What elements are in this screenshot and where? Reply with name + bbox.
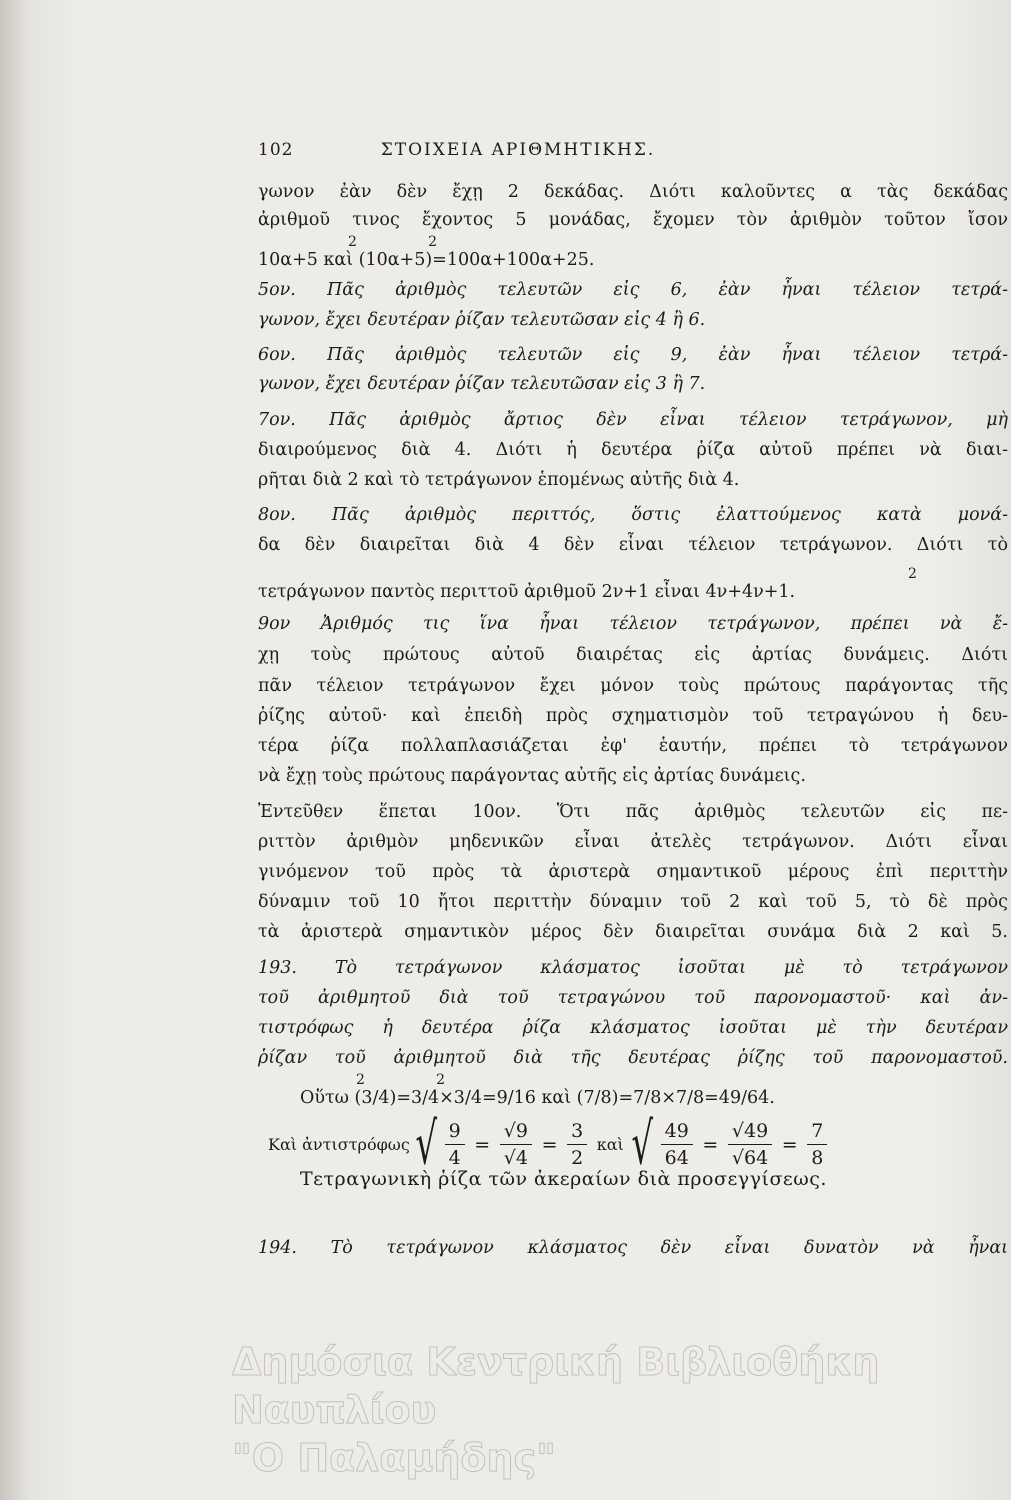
fraction: [445, 1118, 465, 1171]
exponent-mark: 2: [908, 566, 917, 582]
fraction: [500, 1118, 532, 1171]
text-line: 6ον. Πᾶς ἀριθμὸς τελευτῶν εἰς 9, ἐὰν ἦναι τέλειον τετρά-: [258, 345, 1008, 365]
text-line: 8ον. Πᾶς ἀριθμὸς περιττός, ὅστις ἐλαττούμενος κατὰ μονά-: [258, 505, 1008, 525]
fraction-numerator: √49: [728, 1118, 772, 1145]
fraction-numerator: 9: [445, 1118, 465, 1145]
page-number: 102: [258, 140, 294, 160]
library-watermark: [232, 1338, 1002, 1482]
text-line: τιστρόφως ἡ δευτέρα ῥίζα κλάσματος ἰσοῦται μὲ τὴν δευτέραν: [258, 1018, 1008, 1038]
text-line: 7ον. Πᾶς ἀριθμὸς ἄρτιος δὲν εἶναι τέλειον τετράγωνον, μὴ: [258, 410, 1008, 430]
text-line: δύναμιν τοῦ 10 ἤτοι περιττὴν δύναμιν τοῦ 2 καὶ τοῦ 5, τὸ δὲ πρὸς: [258, 892, 1008, 912]
running-title: ΣΤΟΙΧΕΙΑ ΑΡΙΘΜΗΤΙΚΗΣ.: [380, 140, 656, 160]
equals-sign: =: [541, 1133, 558, 1156]
text-line: 9ον Ἀριθμός τις ἵνα ἦναι τέλειον τετράγωνον, πρέπει νὰ ἔ-: [258, 614, 1008, 634]
fraction: [728, 1118, 772, 1171]
fraction-denominator: √4: [503, 1147, 528, 1169]
text-line: τέρα ῥίζα πολλαπλασιάζεται ἐφ' ἑαυτήν, πρέπει τὸ τετράγωνον: [258, 736, 1008, 756]
text-line: πᾶν τέλειον τετράγωνον ἔχει μόνον τοὺς πρώτους παράγοντας τῆς: [258, 676, 1008, 696]
text-line: γωνον ἐὰν δὲν ἔχῃ 2 δεκάδας. Διότι καλοῦντες α τὰς δεκάδας: [258, 182, 1008, 202]
text-line: ἀριθμοῦ τινος ἔχοντος 5 μονάδας, ἔχομεν τὸν ἀριθμὸν τοῦτον ἴσον: [258, 210, 1008, 230]
equation-line: 10α+5 καὶ (10α+5)=100α+100α+25.: [258, 250, 595, 270]
exponent-marks: 2 2: [356, 1072, 446, 1088]
text-line: γινόμενον τοῦ πρὸς τὰ ἀριστερὰ σημαντικοῦ μέρους ἐπὶ περιττὴν: [258, 862, 1008, 882]
radical-sign: √: [415, 1110, 438, 1179]
text-line: 5ον. Πᾶς ἀριθμὸς τελευτῶν εἰς 6, ἐὰν ἦναι τέλειον τετρά-: [258, 280, 1008, 300]
text-line: νὰ ἔχῃ τοὺς πρώτους παράγοντας αὐτῆς εἰς ἀρτίας δυνάμεις.: [258, 766, 806, 786]
formula-label: Καὶ ἀντιστρόφως: [268, 1135, 410, 1154]
text-line: 194. Τὸ τετράγωνον κλάσματος δὲν εἶναι δυνατὸν νὰ ἦναι: [258, 1238, 1008, 1258]
fraction-denominator: 4: [448, 1147, 461, 1169]
text-line: τὰ ἀριστερὰ σημαντικὸν μέρος δὲν διαιρεῖται συνάμα διὰ 2 καὶ 5.: [258, 922, 1008, 942]
fraction-numerator: √9: [500, 1118, 532, 1145]
fraction: [807, 1118, 827, 1171]
text-line: ῥίζαν τοῦ ἀριθμητοῦ διὰ τῆς δευτέρας ῥίζης τοῦ παρονομαστοῦ.: [258, 1048, 1008, 1068]
page-header: [258, 140, 778, 170]
section-heading: Τετραγωνικὴ ῥίζα τῶν ἀκεραίων διὰ προσεγγίσεως.: [300, 1168, 827, 1190]
fraction-denominator: 8: [811, 1147, 824, 1169]
text-line: γωνον, ἔχει δευτέραν ῥίζαν τελευτῶσαν εἰς 4 ἢ 6.: [258, 310, 706, 330]
equals-sign: =: [781, 1133, 798, 1156]
fraction-numerator: 7: [807, 1118, 827, 1145]
radical-sign: √: [631, 1110, 654, 1179]
fraction-numerator: 3: [567, 1118, 587, 1145]
text-line: τοῦ ἀριθμητοῦ διὰ τοῦ τετραγώνου τοῦ παρονομαστοῦ· καὶ ἀν-: [258, 988, 1008, 1008]
text-line: τετράγωνον παντὸς περιττοῦ ἀριθμοῦ 2ν+1 εἶναι 4ν+4ν+1.: [258, 582, 796, 602]
fraction-denominator: √64: [731, 1147, 769, 1169]
text-line: ριττὸν ἀριθμὸν μηδενικῶν εἶναι ἀτελὲς τετράγωνον. Διότι εἶναι: [258, 832, 1008, 852]
text-line: ῥίζης αὐτοῦ· καὶ ἐπειδὴ πρὸς σχηματισμὸν τοῦ τετραγώνου ἡ δευ-: [258, 706, 1008, 726]
text-line: γωνον, ἔχει δευτέραν ῥίζαν τελευτῶσαν εἰς 3 ἢ 7.: [258, 374, 706, 394]
exponent-marks: 2 2: [348, 234, 438, 250]
fraction: [661, 1118, 693, 1171]
watermark-line: Δημόσια Κεντρική Βιβλιοθήκη Ναυπλίου: [232, 1340, 880, 1432]
fraction-denominator: 2: [571, 1147, 584, 1169]
text-line: Ἐντεῦθεν ἕπεται 10ον. Ὅτι πᾶς ἀριθμὸς τελευτῶν εἰς πε-: [258, 802, 1008, 822]
text-line: διαιρούμενος διὰ 4. Διότι ἡ δευτέρα ῥίζα αὐτοῦ πρέπει νὰ διαι-: [258, 440, 1008, 460]
text-line: ρῆται διὰ 2 καὶ τὸ τετράγωνον ἑπομένως αὐτῆς διὰ 4.: [258, 470, 740, 490]
text-line: 193. Τὸ τετράγωνον κλάσματος ἰσοῦται μὲ τὸ τετράγωνον: [258, 958, 1008, 978]
fraction-denominator: 64: [664, 1147, 689, 1169]
text-line: χῃ τοὺς πρώτους αὐτοῦ διαιρέτας εἰς ἀρτίας δυνάμεις. Διότι: [258, 645, 1008, 665]
fraction: [567, 1118, 587, 1171]
watermark-line: "Ο Παλαμήδης": [232, 1436, 556, 1480]
fraction-numerator: 49: [661, 1118, 693, 1145]
text-line: δα δὲν διαιρεῖται διὰ 4 δὲν εἶναι τέλειον τετράγωνον. Διότι τὸ: [258, 535, 1008, 555]
equals-sign: =: [474, 1133, 491, 1156]
equals-sign: =: [702, 1133, 719, 1156]
conjunction: καὶ: [596, 1135, 624, 1154]
equation-line: Οὕτω (3/4)=3/4×3/4=9/16 καὶ (7/8)=7/8×7/8=49/64.: [300, 1088, 775, 1108]
